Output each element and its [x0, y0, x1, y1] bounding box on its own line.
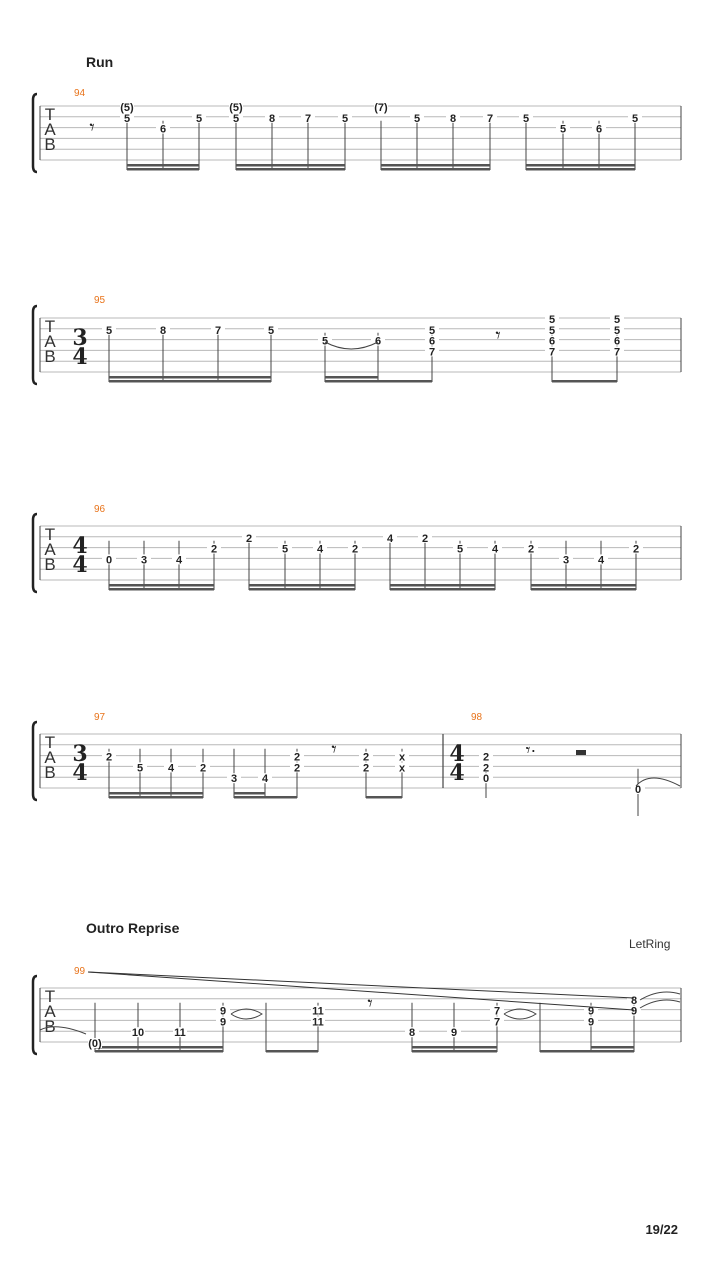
fret-number: 3 — [230, 773, 238, 786]
let-ring-line — [88, 972, 634, 1010]
fret-number: 6 — [613, 335, 621, 348]
fret-number: 2 — [632, 543, 640, 556]
fret-number: (5) — [229, 102, 243, 114]
beam-secondary — [95, 1046, 223, 1049]
beam-secondary — [531, 584, 636, 587]
fret-number: 9 — [219, 1005, 227, 1018]
beam-primary — [236, 168, 345, 171]
system-bracket — [33, 976, 37, 1054]
tab-system-4 — [33, 722, 681, 816]
fret-number: 2 — [482, 762, 490, 775]
fret-number: 9 — [587, 1016, 595, 1029]
fret-number: 6 — [548, 335, 556, 348]
fret-number: 3 — [140, 554, 148, 567]
fret-number: 2 — [199, 762, 207, 775]
tab-clef-a: A — [44, 748, 56, 767]
sixteenth-rest: 𝄾 — [89, 115, 95, 139]
fret-number: 9 — [450, 1027, 458, 1040]
fret-number: 7 — [493, 1005, 501, 1018]
fret-number: (0) — [88, 1038, 102, 1050]
beam-primary — [109, 380, 271, 383]
system-bracket — [33, 94, 37, 172]
fret-number: 6 — [374, 335, 382, 348]
fret-number: 8 — [159, 324, 167, 337]
fret-number: 4 — [261, 773, 269, 786]
fret-number: 8 — [630, 994, 638, 1007]
fret-number: 5 — [232, 112, 240, 125]
tie-arc — [504, 1009, 536, 1019]
tab-clef-b: B — [44, 763, 56, 782]
fret-number: 11 — [312, 1005, 324, 1018]
fret-number: 7 — [428, 346, 436, 359]
fret-number: 5 — [548, 314, 556, 326]
beam-primary — [366, 796, 402, 799]
fret-number: 8 — [449, 112, 457, 125]
beam-secondary — [109, 376, 271, 379]
fret-number: 5 — [123, 112, 131, 125]
tab-clef-a: A — [44, 540, 56, 559]
beam-primary — [390, 588, 495, 591]
fret-number: 5 — [548, 324, 556, 337]
fret-number: 0 — [634, 784, 642, 796]
fret-number: 5 — [522, 112, 530, 125]
tab-clef-a: A — [44, 1002, 56, 1021]
beam-primary — [265, 796, 297, 799]
fret-number: (5) — [120, 102, 134, 114]
fret-number: 4 — [491, 543, 499, 556]
fret-number: 11 — [174, 1027, 186, 1040]
fret-number: 7 — [304, 112, 312, 125]
beam-secondary — [325, 376, 378, 379]
fret-number: 6 — [595, 123, 603, 136]
fret-number: 2 — [482, 751, 490, 764]
beam-primary — [325, 380, 378, 383]
tab-clef-b: B — [44, 347, 56, 366]
fret-number: 5 — [613, 314, 621, 326]
fret-number: 2 — [105, 751, 113, 764]
beam-secondary — [526, 164, 635, 167]
fret-number: 9 — [219, 1016, 227, 1029]
fret-number: 5 — [267, 324, 275, 337]
fret-number: 10 — [131, 1027, 145, 1040]
let-ring-line — [88, 972, 634, 998]
let-ring-label: LetRing — [629, 937, 671, 951]
beam-primary — [109, 796, 203, 799]
fret-number: 0 — [105, 554, 113, 567]
tab-system-2 — [33, 306, 681, 384]
tab-clef-t: T — [44, 525, 56, 544]
fret-number: 5 — [321, 335, 329, 348]
measure-number: 96 — [94, 504, 106, 515]
fret-number: 2 — [362, 762, 370, 775]
time-signature-bottom: 4 — [72, 344, 88, 370]
fret-number: 7 — [486, 112, 494, 125]
fret-number: 7 — [214, 324, 222, 337]
beam-primary — [234, 796, 265, 799]
beam-primary — [531, 588, 636, 591]
system-bracket — [33, 514, 37, 592]
system-bracket — [33, 722, 37, 800]
fret-number: 9 — [587, 1005, 595, 1018]
fret-number: 2 — [245, 532, 253, 545]
fret-number: 8 — [408, 1027, 416, 1040]
beam-primary — [95, 1050, 223, 1053]
beam-primary — [591, 1050, 634, 1053]
sixteenth-rest: 𝄾 — [331, 737, 337, 761]
fret-number: 7 — [613, 346, 621, 359]
fret-number: 6 — [428, 335, 436, 348]
section-title-outro-reprise: Outro Reprise — [86, 920, 180, 936]
measure-number: 94 — [74, 88, 86, 99]
fret-number: 2 — [362, 751, 370, 764]
beam-secondary — [249, 584, 355, 587]
beam-secondary — [591, 1046, 634, 1049]
tab-clef-b: B — [44, 1017, 56, 1036]
tie-arc — [325, 342, 378, 349]
dotted-eighth-rest: 𝄾· — [525, 740, 537, 760]
fret-number: 5 — [136, 762, 144, 775]
beam-primary — [552, 380, 617, 383]
measure-number: 95 — [94, 295, 106, 306]
beam-secondary — [236, 164, 345, 167]
beam-secondary — [109, 584, 214, 587]
tab-clef-t: T — [44, 987, 56, 1006]
time-signature-top: 3 — [72, 325, 88, 351]
beam-secondary — [390, 584, 495, 587]
half-rest — [576, 750, 586, 755]
fret-number: 0 — [482, 773, 490, 786]
fret-number: 2 — [293, 762, 301, 775]
sixteenth-rest: 𝄾 — [495, 323, 501, 347]
fret-number: 11 — [312, 1016, 324, 1029]
tab-clef-b: B — [44, 555, 56, 574]
time-signature-top: 3 — [72, 741, 88, 767]
fret-number: 5 — [281, 543, 289, 556]
fret-number: 5 — [631, 112, 639, 125]
fret-number: 3 — [562, 554, 570, 567]
sixteenth-rest: 𝄾 — [367, 991, 373, 1015]
tab-system-5 — [33, 976, 681, 1054]
fret-number: 2 — [293, 751, 301, 764]
time-signature-bottom: 4 — [449, 760, 465, 786]
fret-number: 2 — [351, 543, 359, 556]
beam-secondary — [109, 792, 203, 795]
fret-number: x — [398, 762, 406, 775]
fret-number: 2 — [210, 543, 218, 556]
fret-number: x — [398, 751, 406, 764]
tab-clef-a: A — [44, 332, 56, 351]
time-signature-top: 4 — [72, 533, 88, 559]
beam-primary — [127, 168, 199, 171]
fret-number: 7 — [548, 346, 556, 359]
time-signature-top: 4 — [449, 741, 465, 767]
beam-secondary — [412, 1046, 497, 1049]
fret-number: 5 — [559, 123, 567, 136]
beam-primary — [381, 168, 490, 171]
beam-secondary — [234, 792, 265, 795]
fret-number: 5 — [195, 112, 203, 125]
fret-number: 2 — [421, 532, 429, 545]
fret-number: 4 — [167, 762, 175, 775]
section-title-run: Run — [86, 54, 114, 70]
measure-number: 99 — [74, 966, 86, 977]
fret-number: 5 — [456, 543, 464, 556]
time-signature-bottom: 4 — [72, 760, 88, 786]
system-bracket — [33, 306, 37, 384]
tie-arc — [640, 992, 680, 1008]
tab-clef-t: T — [44, 317, 56, 336]
beam-primary — [412, 1050, 497, 1053]
tie-arc — [231, 1009, 262, 1019]
tab-clef-a: A — [44, 120, 56, 139]
page-number: 19/22 — [645, 1222, 678, 1237]
fret-number: 7 — [493, 1016, 501, 1029]
fret-number: 5 — [105, 324, 113, 337]
fret-number: 4 — [597, 554, 605, 567]
fret-number: 4 — [386, 532, 394, 545]
fret-number: 5 — [428, 324, 436, 337]
fret-number: 5 — [341, 112, 349, 125]
fret-number: (7) — [374, 102, 388, 114]
beam-primary — [266, 1050, 318, 1053]
tab-clef-t: T — [44, 733, 56, 752]
beam-primary — [109, 588, 214, 591]
beam-primary — [540, 1050, 591, 1053]
fret-number: 4 — [316, 543, 324, 556]
beam-primary — [526, 168, 635, 171]
fret-number: 6 — [159, 123, 167, 136]
fret-number: 8 — [268, 112, 276, 125]
beam-secondary — [127, 164, 199, 167]
fret-number: 4 — [175, 554, 183, 567]
beam-secondary — [381, 164, 490, 167]
fret-number: 9 — [630, 1005, 638, 1018]
fret-number: 2 — [527, 543, 535, 556]
tab-clef-t: T — [44, 105, 56, 124]
measure-number: 97 — [94, 712, 106, 723]
time-signature-bottom: 4 — [72, 552, 88, 578]
beam-primary — [249, 588, 355, 591]
measure-number: 98 — [471, 712, 483, 723]
fret-number: 5 — [613, 324, 621, 337]
beam-primary — [378, 380, 432, 383]
fret-number: 5 — [413, 112, 421, 125]
tab-clef-b: B — [44, 135, 56, 154]
